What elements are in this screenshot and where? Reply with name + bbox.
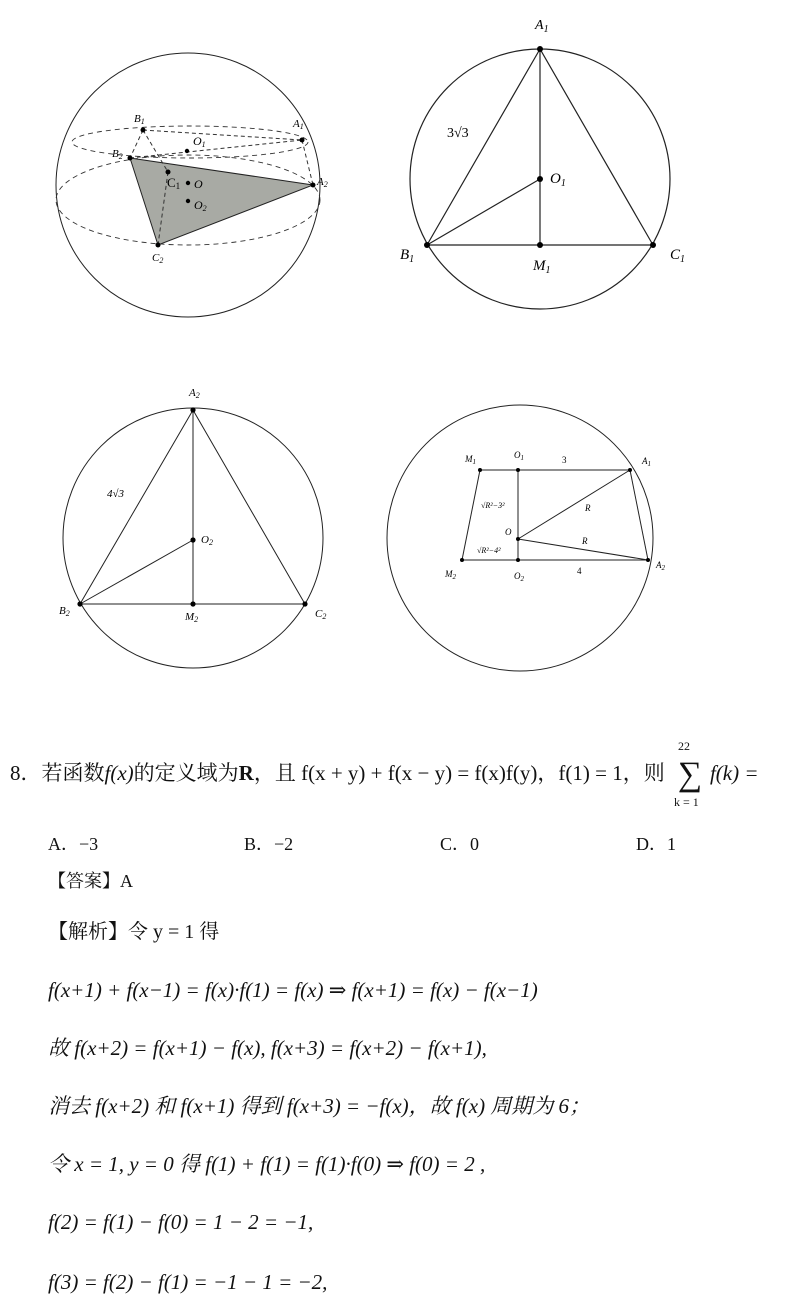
svg-text:O1: O1 bbox=[193, 134, 206, 149]
label-o2: O bbox=[201, 534, 209, 546]
label-o1: O bbox=[550, 171, 561, 187]
cross-section-figure bbox=[380, 398, 690, 678]
svg-text:A1: $A_1$ bbox=[642, 456, 651, 468]
label-o1: O bbox=[193, 134, 202, 148]
label-a1: A bbox=[535, 18, 544, 33]
svg-text:B2: B2 bbox=[59, 605, 70, 618]
label-o2: O bbox=[194, 198, 203, 212]
label-c2: C bbox=[315, 608, 323, 620]
analysis-heading: 【解析】令 y = 1 得 bbox=[48, 921, 220, 943]
label-o1: O bbox=[514, 450, 521, 460]
svg-text:C2: C2 bbox=[152, 252, 164, 265]
svg-text:O2: O2 bbox=[194, 198, 207, 213]
svg-text:M2: M2 bbox=[185, 611, 199, 624]
label-m1: M bbox=[465, 454, 473, 464]
label-c1: C bbox=[670, 247, 681, 263]
side-length-label: 4√3 bbox=[107, 488, 125, 500]
question-domain-text: 的定义域为 bbox=[133, 760, 239, 785]
option-b[interactable]: B．−2 bbox=[244, 834, 294, 854]
summation bbox=[670, 739, 710, 809]
svg-text:A2: A2 bbox=[189, 387, 200, 400]
label-m2: M bbox=[185, 611, 195, 623]
label-a1: A bbox=[293, 118, 300, 130]
svg-text:M2: $M_2$ bbox=[445, 569, 456, 581]
label-r2: R bbox=[582, 536, 588, 546]
question-number: 8．若函数 bbox=[10, 760, 105, 785]
label-c1: C bbox=[167, 175, 176, 190]
option-a[interactable]: A．−3 bbox=[48, 834, 99, 854]
label-m1: M bbox=[533, 258, 546, 274]
svg-text:M1: $M_1$ bbox=[465, 454, 476, 466]
label-a2: A bbox=[189, 387, 196, 399]
sum-body: f(k) = bbox=[709, 760, 759, 785]
svg-text:O2: $O_2$ bbox=[514, 571, 524, 583]
sigma-icon: ∑ bbox=[677, 756, 703, 793]
label-3: 3 bbox=[562, 455, 567, 465]
label-o: O bbox=[194, 177, 203, 191]
triangle1-figure bbox=[395, 15, 705, 320]
label-4: 4 bbox=[577, 566, 582, 576]
question-fx: f(x) bbox=[104, 760, 134, 785]
svg-text:C1: $C_1$ bbox=[670, 247, 686, 265]
question-8 bbox=[10, 739, 759, 809]
svg-text:B1: $B_1$ bbox=[400, 247, 415, 265]
svg-text:B2: B2 bbox=[112, 148, 123, 161]
svg-text:M1: $M_1$ bbox=[533, 258, 551, 276]
label-b2: B bbox=[59, 605, 66, 617]
label-o2: O bbox=[514, 571, 521, 581]
upper-section-ellipse bbox=[72, 126, 308, 158]
sum-top: 22 bbox=[677, 739, 690, 753]
step-6: f(3) = f(2) − f(1) = −1 − 1 = −2, bbox=[48, 1270, 328, 1294]
label-r1: R bbox=[585, 503, 591, 513]
triangle2-figure bbox=[55, 380, 340, 675]
question-condition: ，且 f(x + y) + f(x − y) = f(x)f(y)，f(1) = 1，则 bbox=[253, 760, 665, 785]
label-rad2: √R²−4² bbox=[477, 546, 501, 555]
label-b2: B bbox=[112, 148, 119, 160]
svg-text:A1: A1 bbox=[293, 118, 304, 131]
question-r: R bbox=[238, 760, 254, 785]
label-c2: C bbox=[152, 252, 160, 264]
svg-text:B1: B1 bbox=[134, 113, 145, 126]
step-3: 消去 f(x+2) 和 f(x+1) 得到 f(x+3) = −f(x)，故 f(x) 周期为 6； bbox=[48, 1094, 591, 1118]
side-length-label: 3√3 bbox=[447, 126, 469, 141]
label-m2: M bbox=[445, 569, 453, 579]
svg-text:A2: A2 bbox=[317, 176, 328, 189]
svg-text:O1: $O_1$ bbox=[514, 450, 524, 462]
svg-text:O1: $O_1$ bbox=[550, 171, 566, 189]
options bbox=[0, 830, 794, 854]
label-o: O bbox=[505, 527, 512, 537]
option-d[interactable]: D．1 bbox=[636, 834, 676, 854]
label-a2: A bbox=[656, 560, 662, 570]
label-rad1: √R²−3² bbox=[481, 501, 505, 510]
sum-bottom: k = 1 bbox=[673, 795, 699, 809]
label-b1: B bbox=[134, 113, 141, 125]
label-b1: B bbox=[400, 247, 410, 263]
shaded-triangle bbox=[130, 158, 313, 245]
svg-text:C2: C2 bbox=[315, 608, 327, 621]
svg-text:A1: $A_1$ bbox=[535, 18, 549, 35]
svg-text:O2: O2 bbox=[201, 534, 213, 547]
answer: 【答案】A bbox=[48, 871, 133, 891]
step-2: 故 f(x+2) = f(x+1) − f(x), f(x+3) = f(x+2) − f(x+1), bbox=[48, 1036, 487, 1060]
sphere-figure bbox=[50, 45, 350, 325]
label-a1: A bbox=[642, 456, 648, 466]
svg-text:C1: C1 bbox=[167, 175, 181, 191]
step-1: f(x+1) + f(x−1) = f(x)·f(1) = f(x) ⇒ f(x+1) = f(x) − f(x−1) bbox=[48, 978, 538, 1002]
step-4: 令 x = 1, y = 0 得 f(1) + f(1) = f(1)·f(0) ⇒ f(0) = 2 , bbox=[48, 1152, 486, 1176]
step-5: f(2) = f(1) − f(0) = 1 − 2 = −1, bbox=[48, 1210, 314, 1234]
svg-text:A2: $A_2$ bbox=[656, 560, 665, 572]
option-c[interactable]: C．0 bbox=[440, 834, 480, 854]
label-a2: A bbox=[317, 176, 324, 188]
